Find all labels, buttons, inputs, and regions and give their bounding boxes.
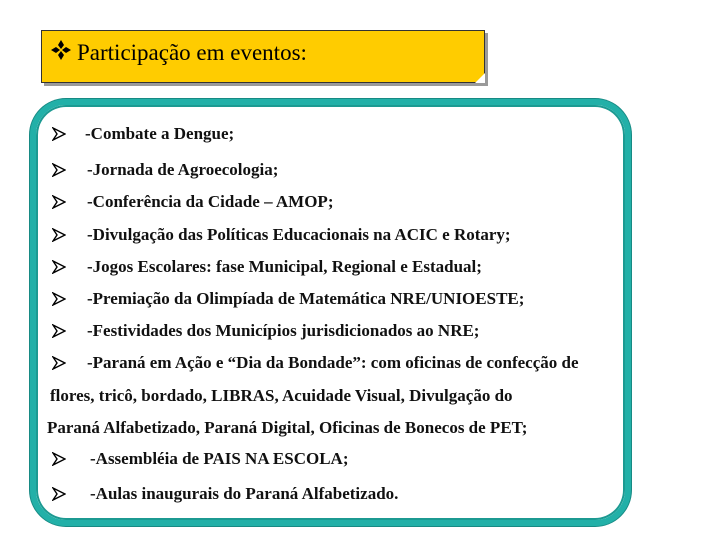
list-item-5: -Jogos Escolares: fase Municipal, Regional e Estadual; xyxy=(87,257,482,276)
diamond-bullet-icon xyxy=(50,39,72,61)
arrowhead-bullet-icon xyxy=(52,163,66,177)
list-item-1: -Combate a Dengue; xyxy=(85,124,235,143)
list-item-2: -Jornada de Agroecologia; xyxy=(87,160,279,179)
list-item-9: -Assembléia de PAIS NA ESCOLA; xyxy=(90,449,349,468)
arrowhead-bullet-icon xyxy=(52,260,66,274)
list-item-7: -Festividades dos Municípios jurisdicionados ao NRE; xyxy=(87,321,480,340)
arrowhead-bullet-icon xyxy=(52,452,66,466)
list-item-10: -Aulas inaugurais do Paraná Alfabetizado. xyxy=(90,484,399,503)
page-title: Participação em eventos: xyxy=(77,40,307,65)
arrowhead-bullet-icon xyxy=(52,356,66,370)
arrowhead-bullet-icon xyxy=(52,127,66,141)
section-title-box xyxy=(41,30,485,83)
arrowhead-bullet-icon xyxy=(52,487,66,501)
list-item-3: -Conferência da Cidade – AMOP; xyxy=(87,192,334,211)
list-item-8-continuation: Paraná Alfabetizado, Paraná Digital, Oficinas de Bonecos de PET; xyxy=(47,418,528,437)
arrowhead-bullet-icon xyxy=(52,324,66,338)
list-item-4: -Divulgação das Políticas Educacionais na ACIC e Rotary; xyxy=(87,225,511,244)
arrowhead-bullet-icon xyxy=(52,228,66,242)
list-item-8-continuation: flores, tricô, bordado, LIBRAS, Acuidade Visual, Divulgação do xyxy=(50,386,513,405)
arrowhead-bullet-icon xyxy=(52,195,66,209)
page-fold-corner xyxy=(475,73,485,83)
list-item-8: -Paraná em Ação e “Dia da Bondade”: com oficinas de confecção de xyxy=(87,353,579,372)
list-item-6: -Premiação da Olimpíada de Matemática NRE/UNIOESTE; xyxy=(87,289,525,308)
arrowhead-bullet-icon xyxy=(52,292,66,306)
